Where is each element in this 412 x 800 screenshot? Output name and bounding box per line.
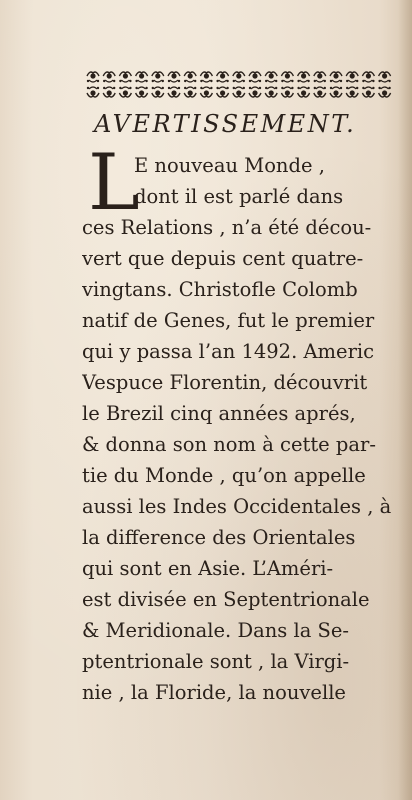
text-line: qui y passa l’an 1492. Americ [82, 340, 375, 363]
text-line: nie , la Floride, la nouvelle [82, 681, 346, 704]
text-line: tie du Monde , qu’on appelle [82, 464, 366, 487]
text-line: ptentrionale sont , la Virgi- [82, 650, 350, 673]
text-line: & Meridionale. Dans la Se- [82, 619, 350, 642]
page-heading: AVERTISSEMENT. [94, 110, 357, 138]
text-line: natif de Genes, fut le premier [82, 309, 375, 332]
text-line: ces Relations , n’a été décou- [82, 216, 372, 239]
text-line: vingtans. Christofle Colomb [82, 278, 358, 301]
text-line: est divisée en Septentrionale [82, 588, 370, 611]
fleuron-ornament-band [84, 68, 394, 102]
text-line: & donna son nom à cette par- [82, 433, 376, 456]
text-line: qui sont en Asie. L’Améri- [82, 557, 334, 580]
text-line: Vespuce Florentin, découvrit [82, 371, 368, 394]
text-line: le Brezil cinq années aprés, [82, 402, 356, 425]
text-line: la difference des Orientales [82, 526, 356, 549]
text-line: vert que depuis cent quatre- [82, 247, 364, 270]
text-line: aussi les Indes Occidentales , à [82, 495, 392, 518]
drop-capital: L [88, 138, 140, 228]
text-line: dont il est parlé dans [134, 185, 344, 208]
text-line: E nouveau Monde , [134, 154, 325, 177]
